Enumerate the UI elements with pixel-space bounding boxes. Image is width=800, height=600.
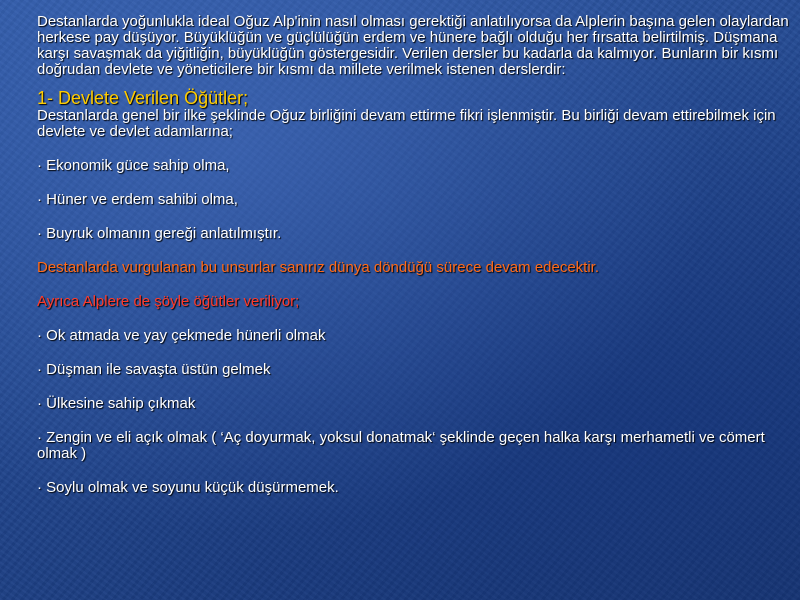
list-item-alp-4: · Zengin ve eli açık olmak ( ‘Aç doyurmak, yoksul donatmak‘ şeklinde geçen halka karşı merhametli ve cömert olmak )	[37, 429, 765, 462]
list-item-alp-2: · Düşman ile savaşta üstün gelmek	[37, 361, 271, 378]
slide-content	[37, 14, 792, 496]
list-item-alp-3: · Ülkesine sahip çıkmak	[37, 395, 196, 412]
list-item-alp-5: · Soylu olmak ve soyunu küçük düşürmemek.	[37, 479, 339, 496]
list-item-state-1: · Ekonomik güce sahip olma,	[37, 157, 230, 174]
heading-paragraph: Destanlarda genel bir ilke şeklinde Oğuz birliğini devam ettirme fikri işlenmiştir. Bu birliği devam ettirebilmek için devlete ve devlet adamlarına;	[37, 107, 776, 140]
section-heading: 1- Devlete Verilen Öğütler;	[37, 88, 249, 108]
intro-paragraph: Destanlarda yoğunlukla ideal Oğuz Alp'inin nasıl olması gerektiği anlatılıyorsa da Alplerin başına gelen olaylardan herkese pay düşüyor. Büyüklüğün ve güçlülüğün erdem ve hünere bağlı olduğu her fırsatta belirtilmiş. Düşmana karşı savaşmak da yiğitliğin, büyüklüğün göstergesidir. Verilen dersler bu kadarla da kalmıyor. Bunların bir kısmı doğrudan devlete ve yöneticilere bir kısmı da millete verilmek istenen derslerdir:	[37, 13, 789, 78]
highlight-orange-line: Destanlarda vurgulanan bu unsurlar sanırız dünya döndüğü sürece devam edecektir.	[37, 259, 600, 276]
list-item-alp-1: · Ok atmada ve yay çekmede hünerli olmak	[37, 327, 326, 344]
list-item-state-2: · Hüner ve erdem sahibi olma,	[37, 191, 238, 208]
highlight-red-line: Ayrıca Alplere de şöyle öğütler veriliyor;	[37, 293, 300, 310]
list-item-state-3: · Buyruk olmanın gereği anlatılmıştır.	[37, 225, 282, 242]
